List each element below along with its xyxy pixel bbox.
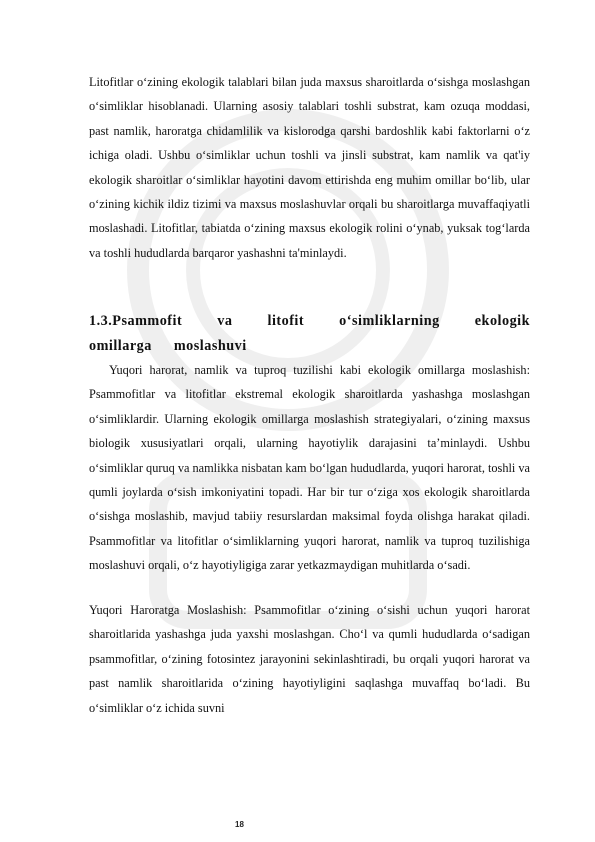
- paragraph-yuqori-harorat: [89, 598, 530, 720]
- paragraph-litofitlar: [89, 70, 530, 265]
- page-number: 18: [235, 820, 244, 829]
- paragraph-text: Yuqori Haroratga Moslashish: Psammofitlar o‘zining o‘sishi uchun yuqori harorat sharoitlarida yashashga juda yaxshi moslashgan. Cho‘l va qumli hududlarda o‘sadigan psammofitlar, o‘zining fotosintez jarayonini sekinlashtiradi, bu orqali yuqori harorat va past namlik sharoitlarida o‘zining hayotiyligini saqlashga muvaffaq bo‘ladi. Bu o‘simliklar o‘z ichida suvni: [89, 603, 530, 715]
- paragraph-text: Litofitlar o‘zining ekologik talablari bilan juda maxsus sharoitlarda o‘sishga moslashgan o‘simliklar hisoblanadi. Ularning asosiy talablari toshli substrat, kam ozuqa moddasi, past namlik, haroratga chidamlilik va kislorodga qarshi bardoshlik kabi faktorlarni o‘z ichiga oladi. Ushbu o‘simliklar uchun toshli va jinsli substrat, kam namlik va qat'iy ekologik sharoitlar o‘simliklar hayotini davom ettirishda eng muhim omillar bo‘lib, ular o‘zining kichik ildiz tizimi va maxsus moslashuvlar orqali bu sharoitlarga muvaffaqiyatli moslashadi. Litofitlar, tabiatda o‘zining maxsus ekologik rolini o‘ynab, yuksak tog‘larda va toshli hududlarda barqaror yashashni ta'minlaydi.: [89, 75, 530, 260]
- paragraph-text: Yuqori harorat, namlik va tuproq tuzilishi kabi ekologik omillarga moslashish: Psammofitlar va litofitlar ekstremal ekologik sharoitlarda yashashga moslashgan o‘simliklardir. Ularning ekologik omillarga moslashish strategiyalari, o‘zining maxsus biologik xususiyatlari orqali, ularning hayotiylik darajasini ta’minlaydi. Ushbu o‘simliklar quruq va namlikka nisbatan kam bo‘lgan hududlarda, yuqori harorat, toshli va qumli joylarda o‘sish imkoniyatini topadi. Har bir tur o‘ziga xos ekologik sharoitlarda o‘sishga moslashib, mavjud tabiiy resurslardan maksimal foyda olishga harakat qiladi. Psammofitlar va litofitlar o‘simliklarning yuqori harorat, namlik va tuproq tuzilishiga moslashuvi orqali, o‘z hayotiyligiga zarar yetkazmaydigan muhitlarda o‘sadi.: [89, 363, 530, 573]
- paragraph-moslashish: [89, 358, 530, 578]
- section-heading: 1.3.Psammofit va litofit o‘simliklarning ekologik omillarga moslashuvi: [89, 313, 530, 354]
